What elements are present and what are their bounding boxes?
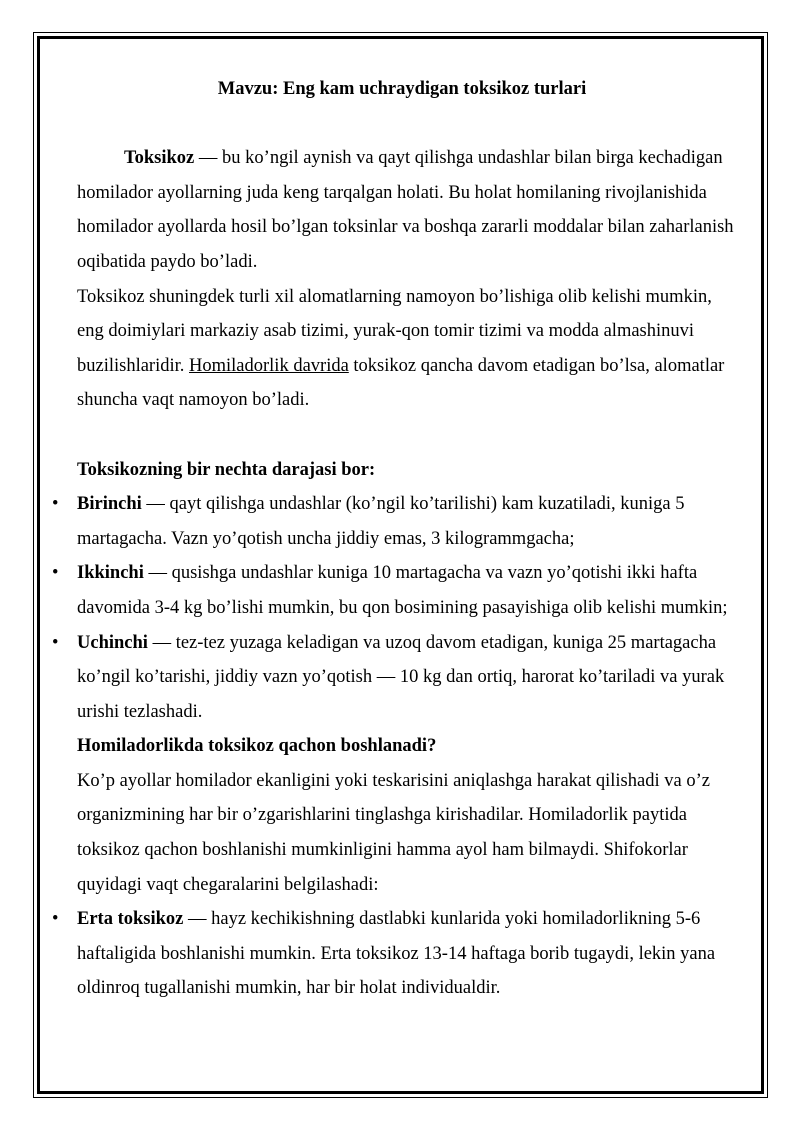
bullet-icon: •: [52, 563, 59, 584]
list-item-degree-2: [52, 556, 737, 625]
second-paragraph-text-before: Toksikoz shuningdek turli xil alomatlarning namoyon bo’lishiga olib kelishi mumkin, eng doimiylari markaziy asab tizimi, yurak-qon tomir tizimi va modda almashinuvi buzilishlaridir.: [77, 286, 712, 376]
spacer: [77, 107, 737, 142]
intro-paragraph: [77, 141, 737, 279]
bullet-icon: •: [52, 494, 59, 515]
document-body: [52, 72, 737, 1006]
degree-1-term: Birinchi: [77, 494, 142, 515]
degrees-heading-text: Toksikozning bir nechta darajasi bor:: [77, 459, 376, 480]
second-paragraph: [77, 280, 737, 418]
degrees-heading: [77, 453, 737, 488]
intro-text: — bu ko’ngil aynish va qayt qilishga undashlar bilan birga kechadigan homilador ayollarning juda keng tarqalgan holati. Bu holat homilaning rivojlanishida homilador ayollarda hosil bo’lgan toksinlar va boshqa zararli moddalar bilan zaharlanish oqibatida paydo bo’ladi.: [77, 148, 734, 272]
onset-paragraph: Ko’p ayollar homilador ekanligini yoki teskarisini aniqlashga harakat qilishadi va o’z organizmining har bir o’zgarishlarini tinglashga kirishadilar. Homiladorlik paytida toksikoz qachon boshlanishi mumkinligini hamma ayol ham bilmaydi. Shifokorlar quyidagi vaqt chegaralarini belgilashadi:: [77, 770, 710, 895]
document-title: Mavzu: Eng kam uchraydigan toksikoz turlari: [217, 79, 587, 99]
early-toxicosis-text: — hayz kechikishning dastlabki kunlarida yoki homiladorlikning 5-6 haftaligida boshlanishi mumkin. Erta toksikoz 13-14 haftaga borib tugaydi, lekin yana oldinroq tugallanishi mumkin, har bir holat individualdir.: [77, 909, 716, 999]
intro-term: Toksikoz: [124, 148, 195, 169]
second-paragraph-text-after: toksikoz qancha davom etadigan bo’lsa, alomatlar shuncha vaqt namoyon bo’ladi.: [77, 355, 725, 411]
degree-2-text: — qusishga undashlar kuniga 10 martagacha va vazn yo’qotishi ikki hafta davomida 3-4 kg bo’lishi mumkin, bu qon bosimining pasayishiga olib kelishi mumkin;: [77, 563, 728, 618]
onset-heading: [77, 729, 737, 764]
list-item-early-toxicosis: [52, 902, 737, 1006]
early-toxicosis-term: Erta toksikoz: [77, 909, 184, 930]
list-item-degree-3: [52, 626, 737, 730]
degree-1-text: — qayt qilishga undashlar (ko’ngil ko’tarilishi) kam kuzatiladi, kuniga 5 martagacha. Vazn yo’qotish uncha jiddiy emas, 3 kilogrammgacha;: [77, 494, 685, 549]
list-item-degree-1: [52, 487, 737, 556]
onset-heading-text: Homiladorlikda toksikoz qachon boshlanadi?: [77, 736, 437, 757]
bullet-icon: •: [52, 632, 59, 653]
degree-3-term: Uchinchi: [77, 632, 148, 653]
degree-2-term: Ikkinchi: [77, 563, 144, 584]
spacer: [77, 418, 737, 453]
degree-3-text: — tez-tez yuzaga keladigan va uzoq davom etadigan, kuniga 25 martagacha ko’ngil ko’tarishi, jiddiy vazn yo’qotish — 10 kg dan ortiq, harorat ko’tariladi va yurak urishi tezlashadi.: [77, 632, 725, 722]
bullet-icon: •: [52, 909, 59, 930]
pregnancy-period-link[interactable]: Homiladorlik davrida: [189, 355, 349, 376]
